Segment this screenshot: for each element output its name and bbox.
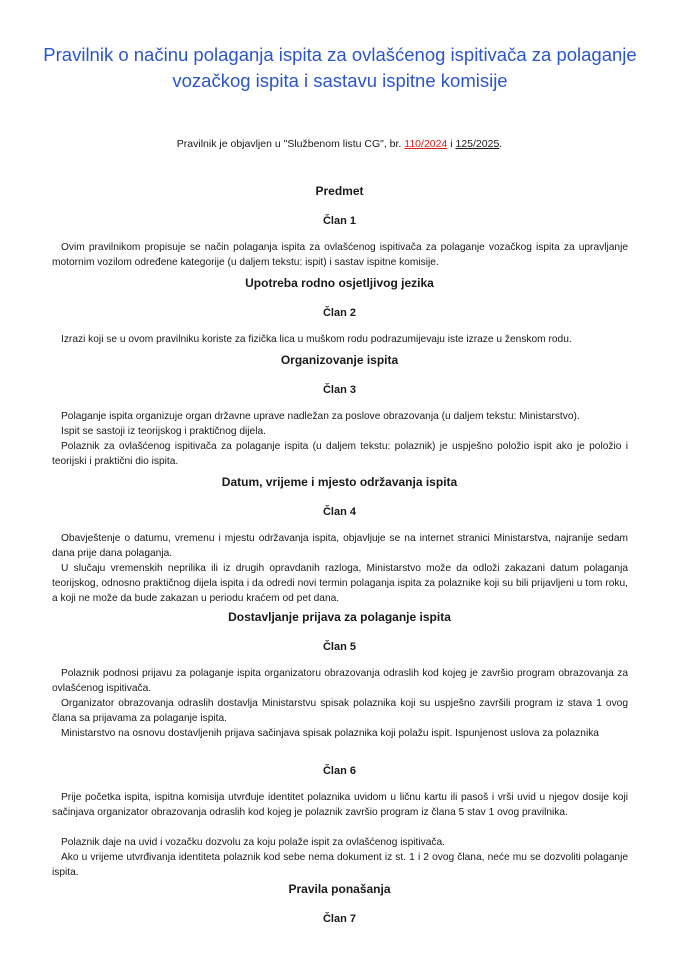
gazette-link-110-2024[interactable]: 110/2024 (404, 138, 448, 150)
article-heading-6: Član 6 (322, 765, 356, 777)
publication-note (0, 138, 679, 150)
article-heading-2: Član 2 (322, 307, 356, 319)
article-5-paragraph-3: Ministarstvo na osnovu dostavljenih prijava sačinjava spisak polaznika koji polažu ispit. Ispunjenost uslova za polaznika (61, 728, 599, 739)
article-1-paragraph-1: Ovim pravilnikom propisuje se način polaganja ispita za ovlašćenog ispitivača za polaganje vozačkog ispita za upravljanje motornim vozilom određene kategorije (u daljem tekstu: ispit) i sastav ispitne komisije. (52, 242, 628, 268)
article-heading-7: Član 7 (322, 913, 356, 925)
section-heading-submitting-applications: Dostavljanje prijava za polaganje ispita (228, 610, 451, 624)
gazette-link-125-2025[interactable]: 125/2025 (455, 138, 500, 150)
article-6-paragraph-2: Polaznik daje na uvid i vozačku dozvolu za koju polaže ispit za ovlašćenog ispitivača. (61, 837, 445, 848)
publication-prefix: Pravilnik je objavljen u "Službenom listu CG", br. (176, 138, 402, 150)
article-heading-4: Član 4 (322, 506, 356, 518)
article-6-paragraph-3: Ako u vrijeme utvrđivanja identiteta polaznik kod sebe nema dokument iz st. 1 i 2 ovog člana, neće mu se dozvoliti polaganje ispita. (52, 852, 628, 878)
publication-suffix: . (499, 138, 503, 150)
section-heading-predmet: Predmet (315, 184, 364, 198)
section-heading-date-time-place: Datum, vrijeme i mjesto održavanja ispita (221, 475, 458, 489)
article-heading-5: Član 5 (322, 641, 356, 653)
article-heading-1: Član 1 (322, 215, 356, 227)
article-heading-3: Član 3 (322, 384, 356, 396)
article-5-paragraph-1: Polaznik podnosi prijavu za polaganje ispita organizatoru obrazovanja odraslih kod kojeg je završio program obrazovanja za ovlašćenog ispitivača. (52, 668, 628, 694)
article-3-paragraph-2: Ispit se sastoji iz teorijskog i praktičnog dijela. (61, 426, 266, 437)
section-heading-gender-language: Upotreba rodno osjetljivog jezika (245, 276, 434, 290)
document-title: Pravilnik o načinu polaganja ispita za ovlašćenog ispitivača za polaganje vozačkog ispita i sastavu ispitne komisije (43, 44, 637, 91)
article-4-paragraph-1: Obavještenje o datumu, vremenu i mjestu održavanja ispita, objavljuje se na internet stranici Ministarstva, najranije sedam dana prije dana polaganja. (52, 533, 628, 559)
section-heading-organizing-exam: Organizovanje ispita (280, 353, 399, 367)
article-3-paragraph-1: Polaganje ispita organizuje organ državne uprave nadležan za poslove obrazovanja (u daljem tekstu: Ministarstvo). (61, 411, 580, 422)
article-3-paragraph-3: Polaznik za ovlašćenog ispitivača za polaganje ispita (u daljem tekstu: polaznik) je uspješno položio ispit ako je položio i teorijski i praktični dio ispita. (52, 441, 628, 467)
publication-joiner: i (450, 138, 453, 150)
section-heading-rules-of-conduct: Pravila ponašanja (288, 882, 391, 896)
article-5-paragraph-2: Organizator obrazovanja odraslih dostavlja Ministarstvu spisak polaznika koji su uspješno završili program iz stava 1 ovog člana sa prijavama za polaganje ispita. (52, 698, 628, 724)
article-4-paragraph-2: U slučaju vremenskih neprilika ili iz drugih opravdanih razloga, Ministarstvo može da odloži zakazani datum polaganja teorijskog, odnosno praktičnog dijela ispita i da odredi novi termin polaganja ispita za polaznike koji su bili prijavljeni u tom roku, a koji ne može da bude zakazan u periodu kraćem od pet dana. (52, 563, 628, 604)
article-2-paragraph-1: Izrazi koji se u ovom pravilniku koriste za fizička lica u muškom rodu podrazumijevaju iste izraze u ženskom rodu. (61, 334, 572, 345)
article-6-paragraph-1: Prije početka ispita, ispitna komisija utvrđuje identitet polaznika uvidom u ličnu kartu ili pasoš i vrši uvid u njegov dosije koji sačinjava organizator obrazovanja odraslih kod kojeg je polaznik završio program iz člana 5 stav 1 ovog pravilnika. (52, 792, 628, 818)
